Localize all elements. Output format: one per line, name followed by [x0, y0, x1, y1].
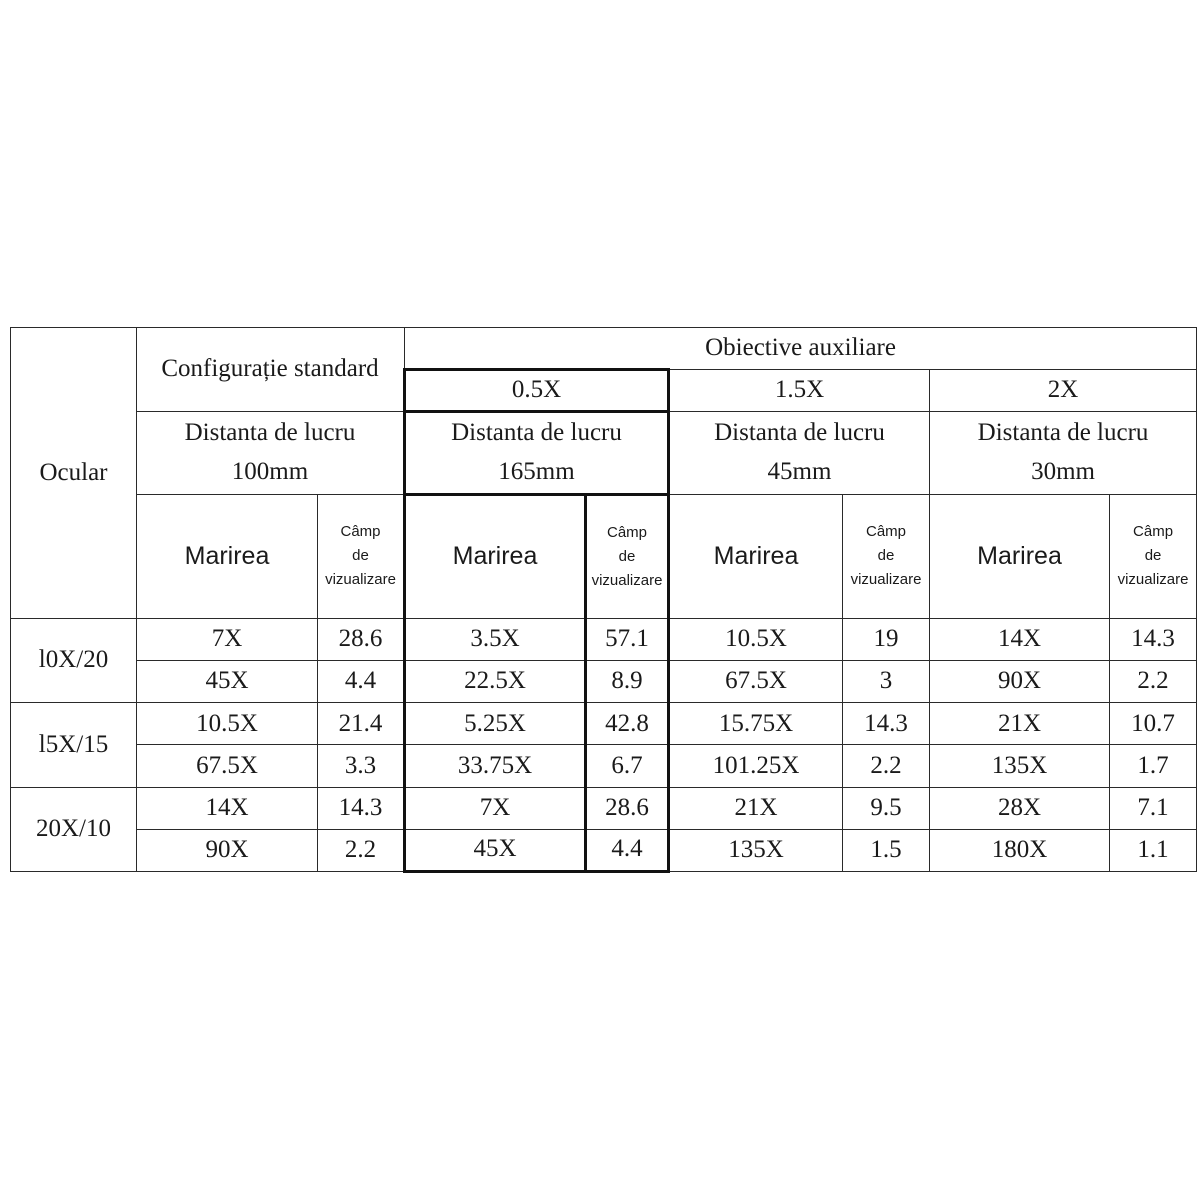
objective-2x-header — [930, 370, 1197, 412]
objective-2x-label: 2X — [1047, 376, 1079, 404]
table-cell: 28.6 — [586, 787, 669, 829]
field-label-line: vizualizare — [591, 571, 663, 589]
working-distance-standard — [137, 412, 405, 494]
working-distance-2x — [930, 412, 1197, 494]
field-label-line: de — [877, 547, 895, 565]
ocular-value: l5X/15 — [38, 730, 109, 758]
ocular-header — [11, 328, 137, 619]
table-cell: 28.6 — [318, 619, 405, 661]
table-cell: 19 — [843, 619, 930, 661]
table-cell: 22.5X — [405, 661, 586, 703]
magnification-label: Marirea — [713, 541, 799, 570]
working-distance-1-5x — [669, 412, 930, 494]
table-row — [11, 619, 1197, 661]
table-cell: 14.3 — [1110, 619, 1197, 661]
table-cell: 3.3 — [318, 745, 405, 787]
auxiliary-objectives-header — [405, 328, 1197, 370]
objective-0-5x-label: 0.5X — [511, 376, 562, 404]
working-distance-value: 45mm — [767, 457, 832, 485]
magnification-header-standard — [137, 494, 318, 618]
field-header-2x — [1110, 494, 1197, 618]
magnification-spec-table — [10, 327, 1197, 873]
table-cell: 10.5X — [669, 619, 843, 661]
field-label-line: de — [1144, 547, 1162, 565]
field-label-line: Câmp — [1133, 523, 1174, 541]
ocular-cell — [11, 703, 137, 787]
magnification-label: Marirea — [184, 541, 270, 570]
table-cell: 67.5X — [137, 745, 318, 787]
table-cell: 7X — [405, 787, 586, 829]
table-cell: 3 — [843, 661, 930, 703]
table-cell: 2.2 — [843, 745, 930, 787]
table-cell: 3.5X — [405, 619, 586, 661]
table-cell: 10.5X — [137, 703, 318, 745]
field-label-line: Câmp — [865, 523, 906, 541]
working-distance-value: 100mm — [231, 457, 309, 485]
table-cell: 101.25X — [669, 745, 843, 787]
table-cell: 4.4 — [318, 661, 405, 703]
table-cell: 14.3 — [843, 703, 930, 745]
field-label-line: de — [352, 547, 369, 565]
working-distance-label: Distanta de lucru — [977, 419, 1149, 447]
field-label-line: de — [618, 547, 636, 565]
magnification-header-0-5x — [405, 494, 586, 618]
table-cell: 15.75X — [669, 703, 843, 745]
working-distance-0-5x — [405, 412, 669, 494]
table-cell: 6.7 — [586, 745, 669, 787]
table-cell: 2.2 — [318, 829, 405, 871]
table-row — [11, 829, 1197, 871]
table-cell: 5.25X — [405, 703, 586, 745]
ocular-value: l0X/20 — [38, 646, 109, 674]
ocular-cell — [11, 619, 137, 703]
standard-config-header — [137, 328, 405, 412]
table-row — [11, 787, 1197, 829]
field-header-1-5x — [843, 494, 930, 618]
magnification-label: Marirea — [977, 541, 1062, 570]
ocular-header-label: Ocular — [39, 458, 108, 486]
table-cell: 28X — [930, 787, 1110, 829]
magnification-label: Marirea — [452, 542, 538, 571]
magnification-header-1-5x — [669, 494, 843, 618]
table-cell: 4.4 — [586, 829, 669, 871]
table-row — [11, 661, 1197, 703]
working-distance-value: 30mm — [1031, 457, 1095, 485]
table-cell: 57.1 — [586, 619, 669, 661]
table-cell: 21X — [669, 787, 843, 829]
objective-1-5x-header — [669, 370, 930, 412]
auxiliary-objectives-label: Obiective auxiliare — [705, 333, 896, 361]
table-cell: 42.8 — [586, 703, 669, 745]
table-cell: 33.75X — [405, 745, 586, 787]
table-cell: 2.2 — [1110, 661, 1197, 703]
table-cell: 90X — [137, 829, 318, 871]
table-cell: 8.9 — [586, 661, 669, 703]
working-distance-label: Distanta de lucru — [184, 419, 356, 447]
table-row — [11, 703, 1197, 745]
table-cell: 14X — [137, 787, 318, 829]
table-cell: 21.4 — [318, 703, 405, 745]
table-cell: 1.7 — [1110, 745, 1197, 787]
table-cell: 7X — [137, 619, 318, 661]
working-distance-label: Distanta de lucru — [451, 419, 622, 447]
field-header-0-5x — [586, 494, 669, 618]
table-cell: 9.5 — [843, 787, 930, 829]
ocular-cell — [11, 787, 137, 871]
table-cell: 45X — [405, 829, 586, 871]
working-distance-label: Distanta de lucru — [714, 419, 885, 447]
table-cell: 135X — [930, 745, 1110, 787]
table-cell: 7.1 — [1110, 787, 1197, 829]
field-header-standard — [318, 494, 405, 618]
table-row — [11, 745, 1197, 787]
objective-0-5x-header — [405, 370, 669, 412]
objective-1-5x-label: 1.5X — [774, 376, 825, 404]
table-cell: 21X — [930, 703, 1110, 745]
table-cell: 180X — [930, 829, 1110, 871]
magnification-header-2x — [930, 494, 1110, 618]
field-label-line: vizualizare — [1117, 571, 1189, 589]
field-label-line: vizualizare — [325, 571, 396, 589]
table-cell: 14.3 — [318, 787, 405, 829]
table-cell: 45X — [137, 661, 318, 703]
table-cell: 14X — [930, 619, 1110, 661]
field-label-line: vizualizare — [850, 571, 922, 589]
working-distance-value: 165mm — [498, 457, 575, 485]
table-cell: 1.5 — [843, 829, 930, 871]
ocular-value: 20X/10 — [36, 814, 111, 842]
table-cell: 1.1 — [1110, 829, 1197, 871]
table-cell: 67.5X — [669, 661, 843, 703]
table-cell: 90X — [930, 661, 1110, 703]
field-label-line: Câmp — [606, 523, 647, 541]
field-label-line: Câmp — [340, 523, 381, 541]
table-cell: 10.7 — [1110, 703, 1197, 745]
table-cell: 135X — [669, 829, 843, 871]
standard-config-label: Configurație standard — [161, 355, 379, 383]
